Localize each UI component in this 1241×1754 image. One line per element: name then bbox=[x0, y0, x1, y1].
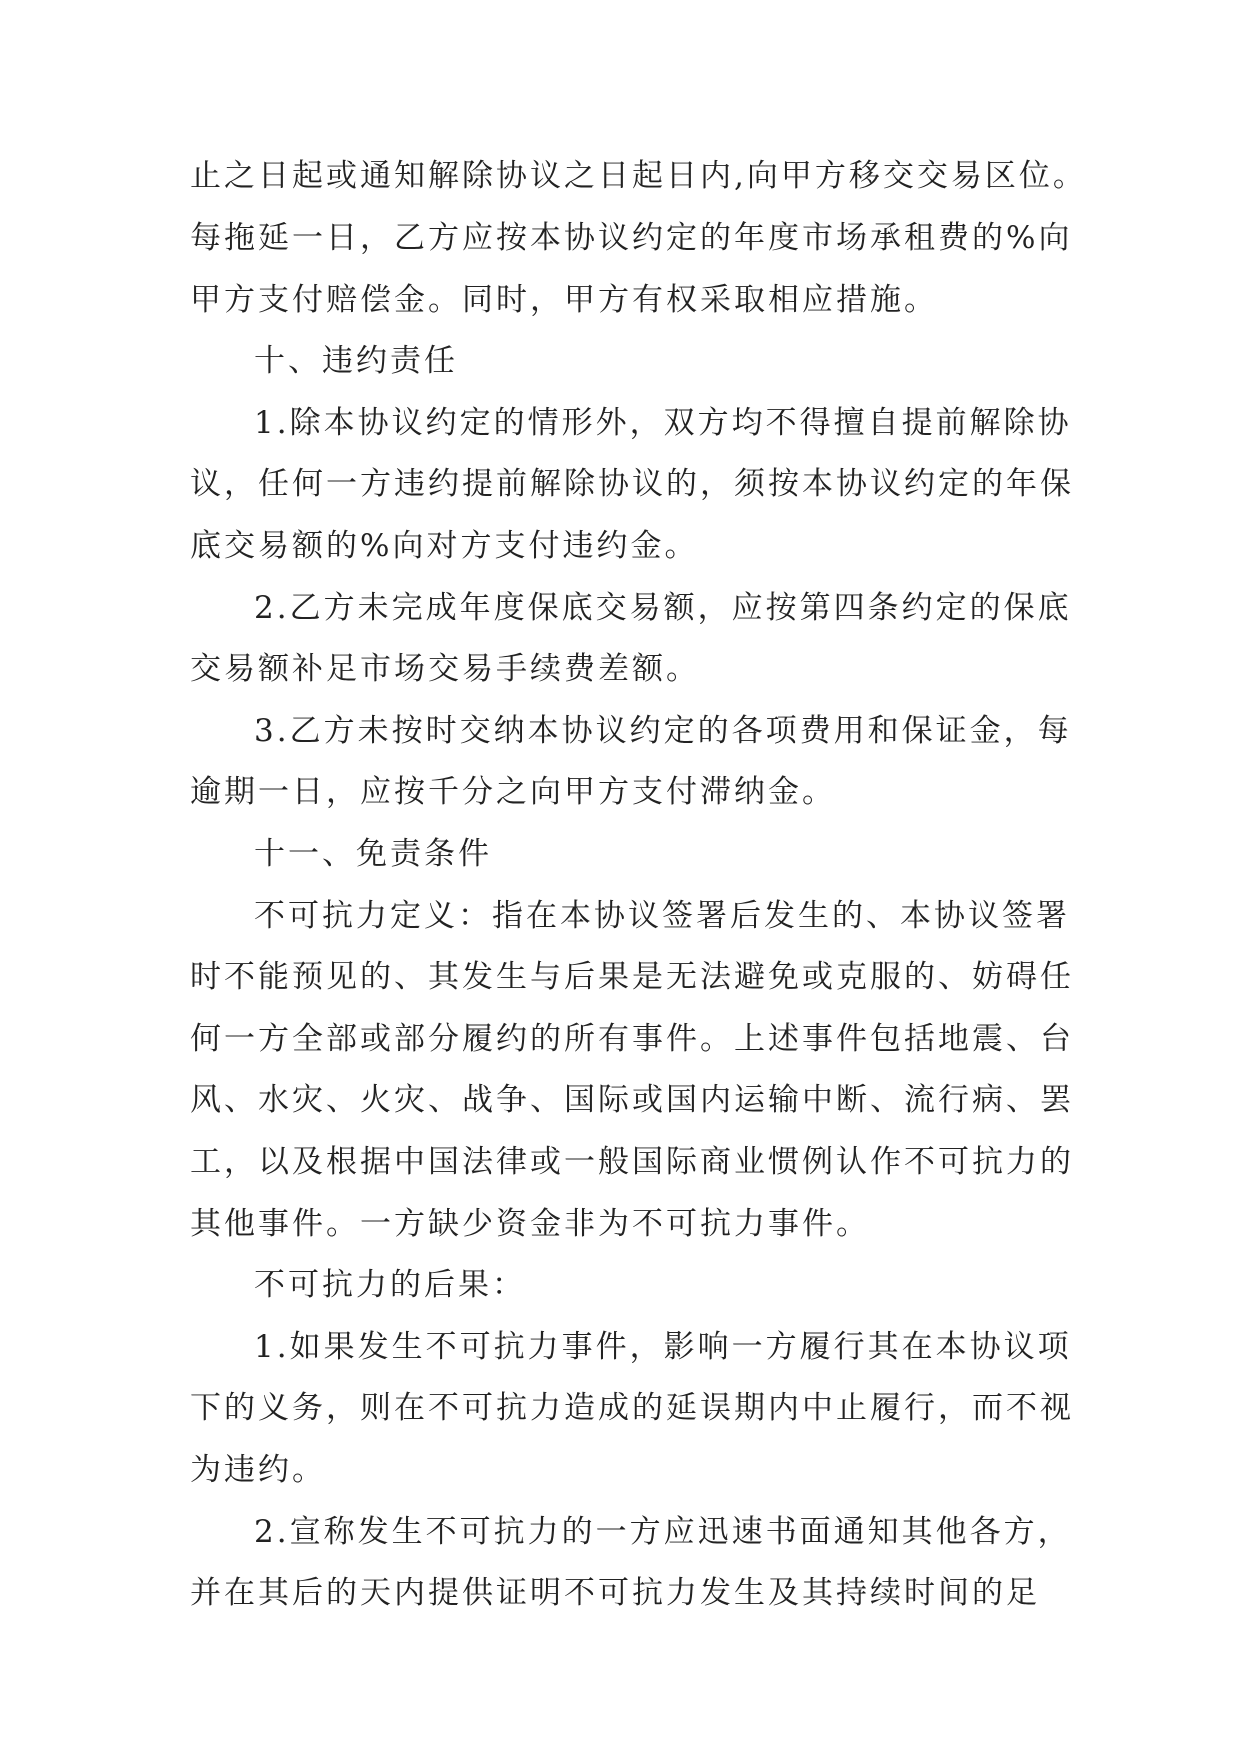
text-line: 为违约。 bbox=[190, 1452, 326, 1488]
text-line: 底交易额的%向对方支付违约金。 bbox=[190, 528, 699, 564]
text-line: 时不能预见的、其发生与后果是无法避免或克服的、妨碍任 bbox=[190, 959, 1074, 995]
text-line: 工，以及根据中国法律或一般国际商业惯例认作不可抗力的 bbox=[190, 1144, 1074, 1180]
section-heading: 十一、免责条件 bbox=[254, 836, 492, 872]
text-line: 1.除本协议约定的情形外，双方均不得擅自提前解除协 bbox=[254, 405, 1072, 441]
text-line: 其他事件。一方缺少资金非为不可抗力事件。 bbox=[190, 1206, 870, 1242]
text-line: 风、水灾、火灾、战争、国际或国内运输中断、流行病、罢 bbox=[190, 1082, 1074, 1118]
text-line: 2.乙方未完成年度保底交易额，应按第四条约定的保底 bbox=[254, 590, 1072, 626]
text-line: 议，任何一方违约提前解除协议的，须按本协议约定的年保 bbox=[190, 466, 1074, 502]
text-line: 2.宣称发生不可抗力的一方应迅速书面通知其他各方， bbox=[254, 1514, 1072, 1550]
text-line: 不可抗力定义：指在本协议签署后发生的、本协议签署 bbox=[254, 898, 1070, 934]
text-line: 并在其后的天内提供证明不可抗力发生及其持续时间的足 bbox=[190, 1575, 1040, 1611]
text-line: 3.乙方未按时交纳本协议约定的各项费用和保证金，每 bbox=[254, 713, 1072, 749]
text-line: 1.如果发生不可抗力事件，影响一方履行其在本协议项 bbox=[254, 1329, 1072, 1365]
text-line: 下的义务，则在不可抗力造成的延误期内中止履行，而不视 bbox=[190, 1390, 1074, 1426]
subheading: 不可抗力的后果： bbox=[254, 1267, 526, 1303]
text-line: 逾期一日，应按千分之向甲方支付滞纳金。 bbox=[190, 774, 836, 810]
text-line: 每拖延一日，乙方应按本协议约定的年度市场承租费的%向 bbox=[190, 220, 1073, 256]
text-line: 止之日起或通知解除协议之日起日内,向甲方移交交易区位。 bbox=[190, 158, 1087, 194]
text-line: 甲方支付赔偿金。同时，甲方有权采取相应措施。 bbox=[190, 282, 938, 318]
text-line: 交易额补足市场交易手续费差额。 bbox=[190, 651, 700, 687]
section-heading: 十、违约责任 bbox=[254, 343, 458, 379]
text-line: 何一方全部或部分履约的所有事件。上述事件包括地震、台 bbox=[190, 1021, 1074, 1057]
